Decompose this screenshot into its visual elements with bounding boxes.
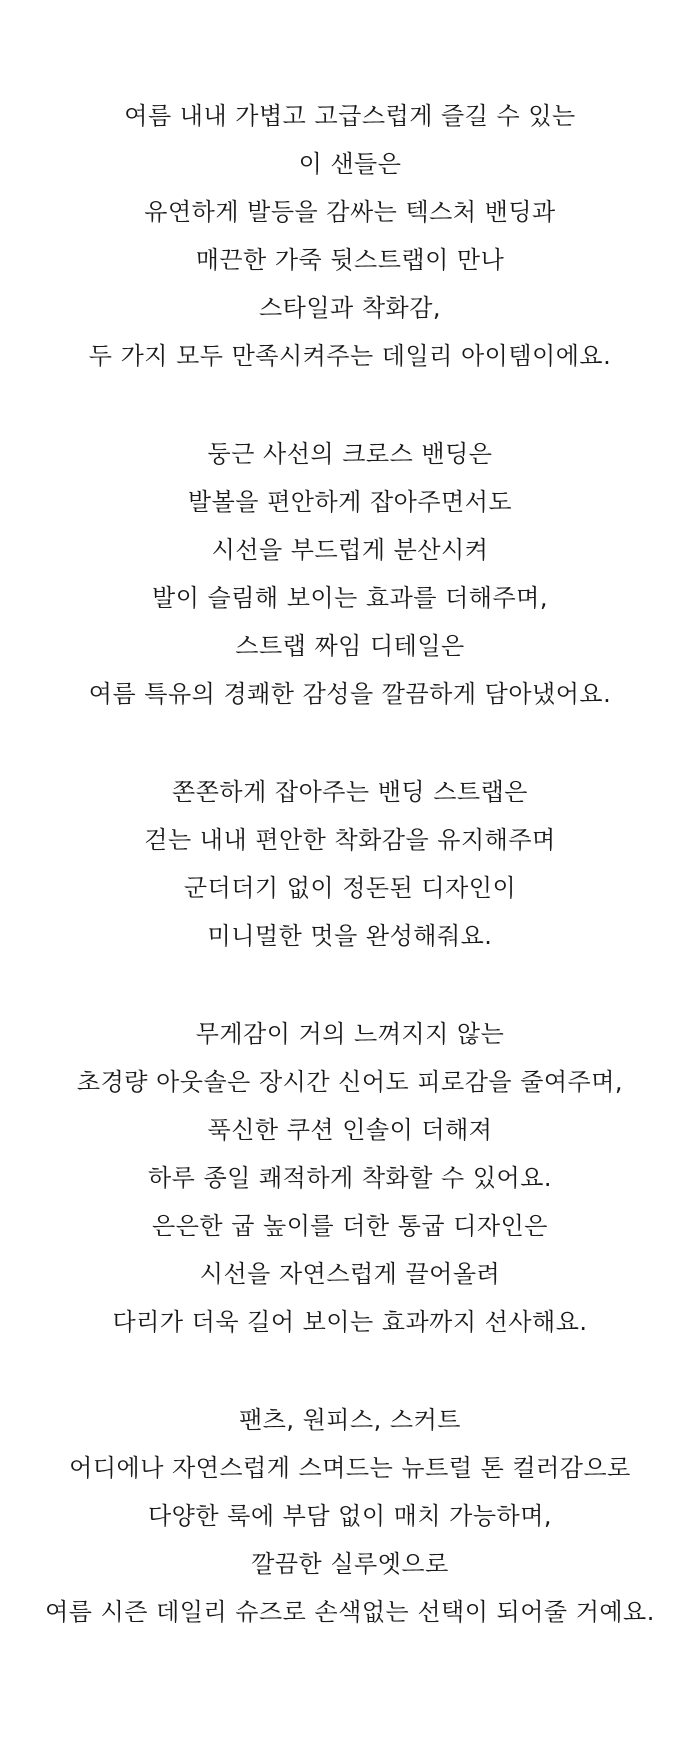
text-line: 이 샌들은 bbox=[298, 150, 402, 178]
text-line: 매끈한 가죽 뒷스트랩이 만나 bbox=[195, 246, 505, 274]
text-line: 둥근 사선의 크로스 밴딩은 bbox=[207, 440, 493, 468]
text-line: 군더더기 없이 정돈된 디자인이 bbox=[183, 874, 517, 902]
paragraph-cross-banding bbox=[0, 430, 700, 718]
text-line: 발볼을 편안하게 잡아주면서도 bbox=[187, 488, 513, 516]
text-line: 여름 시즌 데일리 슈즈로 손색없는 선택이 되어줄 거예요. bbox=[45, 1598, 655, 1626]
text-line: 미니멀한 멋을 완성해줘요. bbox=[207, 922, 493, 950]
text-line: 다양한 룩에 부담 없이 매치 가능하며, bbox=[147, 1502, 553, 1530]
paragraph-intro bbox=[0, 92, 700, 380]
text-line: 다리가 더욱 길어 보이는 효과까지 선사해요. bbox=[112, 1308, 588, 1336]
text-line: 쫀쫀하게 잡아주는 밴딩 스트랩은 bbox=[172, 778, 528, 806]
text-line: 유연하게 발등을 감싸는 텍스처 밴딩과 bbox=[144, 198, 556, 226]
text-line: 푹신한 쿠션 인솔이 더해져 bbox=[207, 1116, 493, 1144]
text-line: 하루 종일 쾌적하게 착화할 수 있어요. bbox=[147, 1164, 553, 1192]
text-line: 은은한 굽 높이를 더한 통굽 디자인은 bbox=[152, 1212, 548, 1240]
paragraph-outsole bbox=[0, 1010, 700, 1346]
text-line: 스타일과 착화감, bbox=[258, 294, 442, 322]
text-line: 여름 내내 가볍고 고급스럽게 즐길 수 있는 bbox=[124, 102, 576, 130]
text-line: 스트랩 짜임 디테일은 bbox=[235, 632, 465, 660]
text-line: 어디에나 자연스럽게 스며드는 뉴트럴 톤 컬러감으로 bbox=[69, 1454, 631, 1482]
text-line: 두 가지 모두 만족시켜주는 데일리 아이템이에요. bbox=[88, 342, 612, 370]
text-line: 깔끔한 실루엣으로 bbox=[251, 1550, 449, 1578]
text-line: 발이 슬림해 보이는 효과를 더해주며, bbox=[152, 584, 548, 612]
text-line: 팬츠, 원피스, 스커트 bbox=[239, 1406, 461, 1434]
paragraph-strap bbox=[0, 768, 700, 960]
text-line: 시선을 자연스럽게 끌어올려 bbox=[199, 1260, 501, 1288]
text-line: 초경량 아웃솔은 장시간 신어도 피로감을 줄여주며, bbox=[76, 1068, 624, 1096]
text-line: 걷는 내내 편안한 착화감을 유지해주며 bbox=[144, 826, 556, 854]
paragraph-styling bbox=[0, 1396, 700, 1636]
text-line: 무게감이 거의 느껴지지 않는 bbox=[195, 1020, 505, 1048]
text-line: 시선을 부드럽게 분산시켜 bbox=[211, 536, 489, 564]
text-line: 여름 특유의 경쾌한 감성을 깔끔하게 담아냈어요. bbox=[88, 680, 612, 708]
